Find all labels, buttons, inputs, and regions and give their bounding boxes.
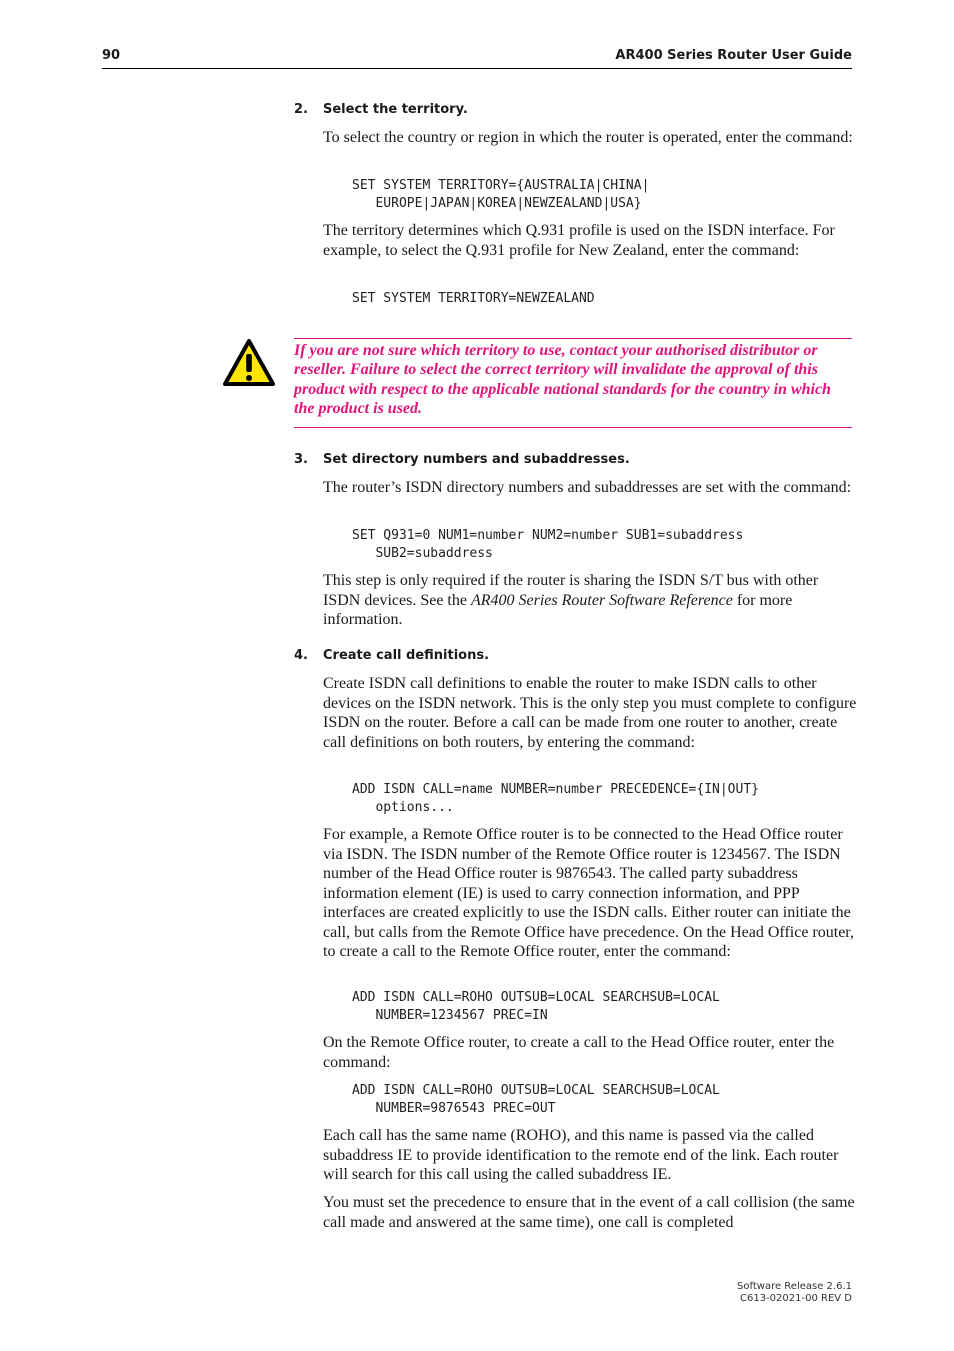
step-heading [294,648,489,663]
paragraph: The territory determines which Q.931 profile is used on the ISDN interface. For example, to select the Q.931 profile for New Zealand, enter the command: [323,222,835,259]
paragraph [323,571,857,630]
step-title: Create call definitions. [323,648,490,663]
step-title: Set directory numbers and subaddresses. [323,452,630,467]
paragraph: For example, a Remote Office router is to be connected to the Head Office router via ISDN. The ISDN number of the Remote Office router is 1234567. The ISDN number of the Head Office router is 9876543. The called party subaddress information element (IE) is used to carry connection information, and PPP interfaces are created explicitly to use the ISDN calls. Either router can initiate the call, but calls from the Remote Office have precedence. On the Head Office router, to create a call to the Remote Office router, enter the command: [323,826,854,960]
warning-triangle-icon [222,338,276,388]
warning-text: If you are not sure which territory to use, contact your authorised distributor or reseller. Failure to select the correct territory will invalidate the approval of this product with respect to the applicable national standards for the country in which the product is used. [294,342,831,417]
paragraph: To select the country or region in which the router is operated, enter the command: [323,129,853,146]
step-number: 2. [294,102,308,117]
code-block: ADD ISDN CALL=name NUMBER=number PRECEDENCE={IN|OUT} options... [352,782,759,815]
paragraph: Each call has the same name (ROHO), and this name is passed via the called subaddress IE to provide identification to the remote end of the link. Each router will search for this call using the called subaddress IE. [323,1127,839,1183]
paragraph: Create ISDN call definitions to enable the router to make ISDN calls to other devices on the ISDN network. This is the only step you must complete to configure ISDN on the router. Before a call can be made from one router to another, create call definitions on both routers, by entering the command: [323,675,857,751]
step-number: 3. [294,452,308,467]
step-title: Select the territory. [323,102,468,117]
code-block: ADD ISDN CALL=ROHO OUTSUB=LOCAL SEARCHSUB=LOCAL NUMBER=9876543 PREC=OUT [352,1083,720,1116]
step-heading [294,102,468,117]
text-run: for more information. [323,591,793,628]
text-run: This step is only required if the router is sharing the ISDN S/T bus with other ISDN devices. See the [323,572,819,609]
code-block: SET SYSTEM TERRITORY={AUSTRALIA|CHINA| EUROPE|JAPAN|KOREA|NEWZEALAND|USA} [352,178,650,211]
paragraph: You must set the precedence to ensure that in the event of a call collision (the same call made and answered at the same time), one call is completed [323,1194,855,1231]
code-block: SET SYSTEM TERRITORY=NEWZEALAND [352,291,595,306]
paragraph: The router’s ISDN directory numbers and subaddresses are set with the command: [323,479,852,496]
step-number: 4. [294,648,308,663]
code-block: ADD ISDN CALL=ROHO OUTSUB=LOCAL SEARCHSUB=LOCAL NUMBER=1234567 PREC=IN [352,990,720,1023]
warning-rule-top [294,338,852,339]
document-id: C613-02021-00 REV D [740,1293,852,1304]
document-reference: AR400 Series Router Software Reference [470,591,733,609]
footer [737,1281,852,1305]
header-rule [102,68,852,69]
page-number: 90 [102,48,121,63]
software-release: Software Release 2.6.1 [737,1281,852,1292]
code-block: SET Q931=0 NUM1=number NUM2=number SUB1=subaddress SUB2=subaddress [352,528,744,561]
running-header-title: AR400 Series Router User Guide [615,48,852,63]
paragraph: On the Remote Office router, to create a call to the Head Office router, enter the command: [323,1034,835,1071]
step-heading [294,452,630,467]
warning-rule-bottom [294,427,852,428]
